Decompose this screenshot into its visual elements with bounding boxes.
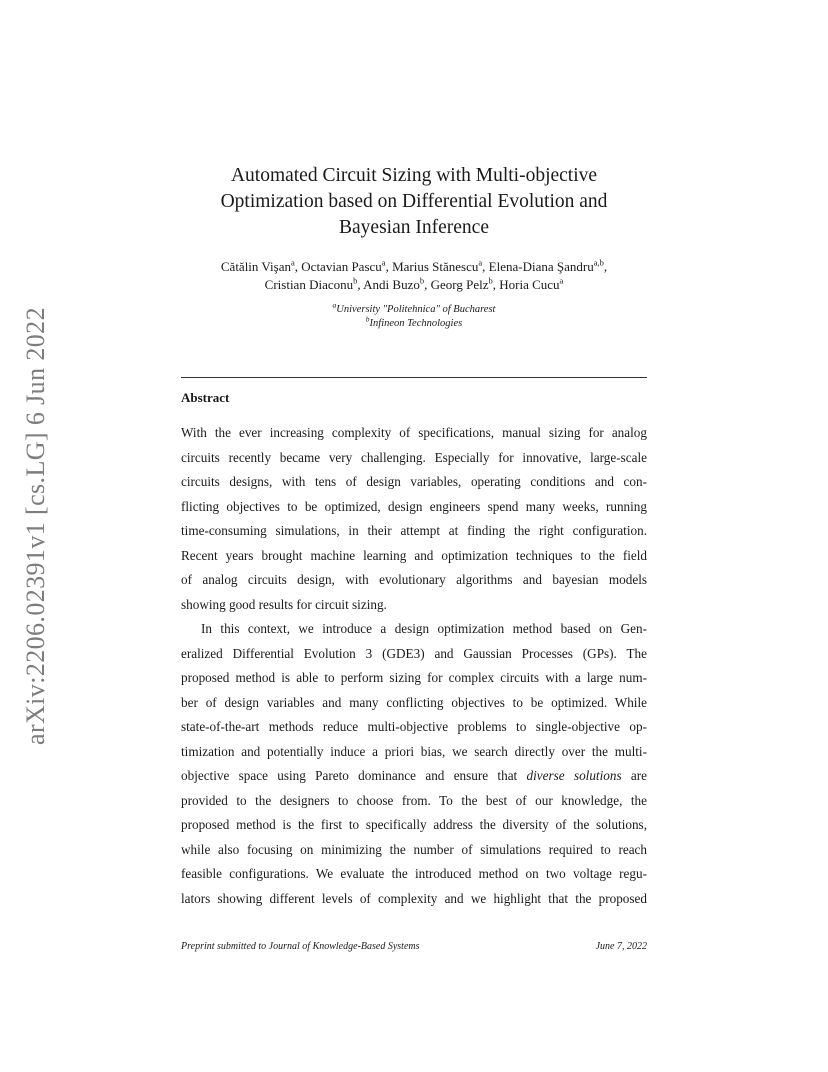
author-affil-mark: b (353, 275, 358, 286)
author-line (140, 258, 688, 276)
author-name: , Octavian Pascu (294, 259, 382, 274)
affiliation-mark: b (365, 314, 370, 324)
author-name: Cristian Diaconu (264, 277, 354, 292)
author-name: , Elena-Diana Şandru (482, 259, 594, 274)
author-line (140, 276, 688, 294)
affiliation-mark: a (332, 300, 337, 310)
author-name: , Andi Buzo (357, 277, 420, 292)
author-affil-mark: a,b (593, 257, 604, 268)
abstract-line (181, 764, 647, 789)
author-name: , Marius Stănescu (385, 259, 479, 274)
emphasized-text: diverse solutions (526, 768, 622, 783)
abstract-line: time-consuming simulations, in their attempt at finding the right configuration. (181, 523, 647, 538)
abstract-line: circuits designs, with tens of design variables, operating conditions and con- (181, 474, 647, 489)
abstract-line: timization and potentially induce a priori bias, we search directly over the multi- (181, 743, 647, 759)
affiliation-list (140, 300, 688, 331)
abstract-line: flicting objectives to be optimized, design engineers spend many weeks, running (181, 498, 647, 514)
arxiv-identifier: arXiv:2206.02391v1 [cs.LG] 6 Jun 2022 (21, 307, 50, 745)
paper-title (140, 163, 688, 241)
abstract-line: proposed method is able to perform sizing for complex circuits with a large num- (181, 670, 647, 685)
title-line: Optimization based on Differential Evolution and (220, 191, 608, 212)
abstract-text: are (630, 768, 648, 783)
author-affil-mark: a (478, 257, 483, 268)
abstract-line: With the ever increasing complexity of specifications, manual sizing for analog (181, 425, 647, 440)
author-affil-mark: a (291, 257, 295, 268)
author-affil-mark: a (381, 257, 386, 268)
title-line: Bayesian Inference (339, 217, 489, 238)
author-list (140, 258, 688, 294)
abstract-line: Recent years brought machine learning and optimization techniques to the field (181, 547, 647, 563)
abstract-line: In this context, we introduce a design optimization method based on Gen- (201, 621, 647, 636)
abstract-body (181, 421, 647, 911)
abstract-line: ber of design variables and many conflicting objectives to be optimized. While (181, 694, 647, 710)
abstract-line: provided to the designers to choose from. To the best of our knowledge, the (181, 792, 647, 808)
author-separator: , (603, 259, 608, 274)
abstract-line: showing good results for circuit sizing. (181, 596, 387, 612)
author-affil-mark: b (488, 275, 493, 286)
author-name: , Horia Cucu (492, 277, 560, 292)
preprint-date: June 7, 2022 (595, 941, 647, 952)
abstract-line: eralized Differential Evolution 3 (GDE3) and Gaussian Processes (GPs). The (181, 645, 647, 661)
author-name: Cătălin Vişan (220, 259, 291, 274)
abstract-line: state-of-the-art methods reduce multi-objective problems to single-objective op- (181, 719, 647, 734)
abstract-line: lators showing different levels of complexity and we highlight that the proposed (181, 890, 647, 906)
abstract-line: of analog circuits design, with evolutionary algorithms and bayesian models (181, 572, 647, 587)
preprint-note: Preprint submitted to Journal of Knowledge-Based Systems (181, 941, 420, 952)
abstract-line: feasible configurations. We evaluate the introduced method on two voltage regu- (181, 866, 647, 881)
author-affil-mark: a (559, 275, 564, 286)
affiliation-name: Infineon Technologies (369, 318, 463, 329)
abstract-heading: Abstract (181, 390, 230, 405)
author-name: , Georg Pelz (424, 277, 489, 292)
author-affil-mark: b (419, 275, 425, 286)
abstract-line: proposed method is the first to specifically address the diversity of the solutions, (181, 817, 647, 832)
abstract-line: circuits recently became very challenging. Especially for innovative, large-scale (181, 449, 647, 465)
horizontal-rule (181, 377, 647, 378)
affiliation (140, 300, 688, 317)
affiliation-name: University "Politehnica" of Bucharest (336, 304, 496, 315)
affiliation (140, 314, 688, 331)
title-line: Automated Circuit Sizing with Multi-objective (230, 165, 598, 186)
abstract-line: while also focusing on minimizing the number of simulations required to reach (181, 841, 647, 857)
abstract-text: objective space using Pareto dominance and ensure that (181, 768, 518, 783)
